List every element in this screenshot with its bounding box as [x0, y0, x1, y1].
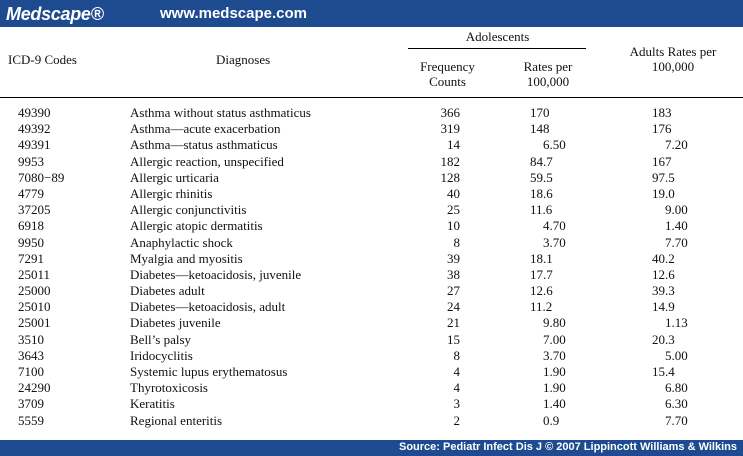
code-cell: 49391	[18, 137, 51, 153]
code-cell: 3709	[18, 396, 44, 412]
rate-cell: 9.80	[530, 315, 566, 331]
adult-rate-cell: 6.30	[652, 396, 688, 412]
code-cell: 4779	[18, 185, 44, 201]
col-header-adults: Adults Rates per 100,000	[629, 44, 717, 74]
diagnosis-cell: Diabetes—ketoacidosis, adult	[130, 299, 286, 315]
header-rule	[0, 97, 743, 98]
rate-cell: 59.5	[530, 169, 553, 185]
col-header-code: ICD-9 Codes	[8, 52, 77, 67]
frequency-cell: 4	[453, 364, 460, 379]
adult-rate-cell: 5.00	[652, 347, 688, 363]
adult-rate-cell: 176	[652, 121, 672, 137]
rate-cell: 7.00	[530, 331, 566, 347]
code-cell: 6918	[18, 218, 44, 234]
rate-cell: 3.70	[530, 347, 566, 363]
frequency-cell: 10	[447, 218, 460, 234]
col-header-diagnoses: Diagnoses	[216, 52, 271, 67]
frequency-cell: 27	[447, 283, 460, 299]
adult-rate-cell: 9.00	[652, 202, 688, 218]
rate-cell: 11.2	[530, 299, 553, 315]
table-row	[0, 170, 743, 186]
adult-rate-cell: 7.70	[652, 234, 688, 250]
rate-cell: 3.70	[530, 234, 566, 250]
frequency-cell: 2	[453, 412, 460, 428]
col-header-rates: Rates per 100,000	[523, 59, 573, 89]
diagnosis-cell: Asthma—status asthmaticus	[130, 137, 278, 153]
diagnosis-cell: Diabetes—ketoacidosis, juvenile	[130, 266, 302, 282]
diagnosis-cell: Allergic rhinitis	[130, 185, 213, 201]
table-row	[0, 202, 743, 218]
rate-cell: 84.7	[530, 153, 553, 169]
adult-rate-cell: 97.5	[652, 169, 675, 185]
adult-rate-cell: 183	[652, 105, 672, 120]
frequency-cell: 21	[447, 315, 460, 331]
table-row	[0, 283, 743, 299]
diagnosis-cell: Allergic reaction, unspecified	[130, 153, 284, 169]
diagnosis-cell: Asthma without status asthmaticus	[130, 105, 311, 120]
code-cell: 9950	[18, 234, 44, 250]
rate-cell: 12.6	[530, 283, 553, 299]
code-cell: 49390	[18, 105, 51, 120]
adult-rate-cell: 39.3	[652, 283, 675, 299]
frequency-cell: 182	[440, 153, 460, 169]
site-url[interactable]: www.medscape.com	[160, 5, 307, 22]
adult-rate-cell: 14.9	[652, 299, 675, 315]
table-row	[0, 299, 743, 315]
code-cell: 9953	[18, 153, 44, 169]
adult-rate-cell: 1.13	[652, 315, 688, 331]
table-row	[0, 413, 743, 429]
frequency-cell: 15	[447, 331, 460, 347]
diagnosis-cell: Anaphylactic shock	[130, 234, 233, 250]
diagnosis-cell: Myalgia and myositis	[130, 250, 243, 266]
frequency-cell: 8	[453, 347, 460, 363]
frequency-cell: 25	[447, 202, 460, 218]
rate-cell: 1.90	[530, 364, 566, 379]
adult-rate-cell: 40.2	[652, 250, 675, 266]
rate-cell: 4.70	[530, 218, 566, 234]
table-row	[0, 251, 743, 267]
rate-cell: 18.1	[530, 250, 553, 266]
table-row	[0, 154, 743, 170]
rate-cell: 1.90	[530, 380, 566, 396]
table-row	[0, 186, 743, 202]
code-cell: 7080−89	[18, 169, 65, 185]
frequency-cell: 3	[453, 396, 460, 412]
adult-rate-cell: 7.70	[652, 412, 688, 428]
table-row	[0, 137, 743, 153]
code-cell: 25001	[18, 315, 51, 331]
adult-rate-cell: 6.80	[652, 380, 688, 396]
table-row	[0, 315, 743, 331]
adult-rate-cell: 12.6	[652, 266, 675, 282]
col-header-frequency: Frequency Counts	[420, 59, 475, 89]
rate-cell: 17.7	[530, 266, 553, 282]
table-row	[0, 364, 743, 380]
frequency-cell: 366	[440, 105, 460, 120]
rate-cell: 6.50	[530, 137, 566, 153]
group-header-adolescents: Adolescents	[465, 29, 530, 44]
group-underline	[408, 48, 586, 49]
code-cell: 25000	[18, 283, 51, 299]
rate-cell: 148	[530, 121, 550, 137]
frequency-cell: 319	[440, 121, 460, 137]
code-cell: 24290	[18, 380, 51, 396]
rate-cell: 170	[530, 105, 550, 120]
source-footer	[0, 440, 743, 456]
code-cell: 25011	[18, 266, 51, 282]
table-row	[0, 380, 743, 396]
diagnosis-cell: Regional enteritis	[130, 412, 223, 428]
table-row	[0, 105, 743, 121]
code-cell: 3510	[18, 331, 44, 347]
diagnosis-cell: Allergic conjunctivitis	[130, 202, 247, 218]
code-cell: 7100	[18, 364, 44, 379]
diagnosis-cell: Diabetes juvenile	[130, 315, 221, 331]
source-text: Source: Pediatr Infect Dis J © 2007 Lippincott Williams & Wilkins	[399, 441, 737, 453]
medscape-logo[interactable]: Medscape®	[6, 4, 104, 24]
diagnosis-cell: Asthma—acute exacerbation	[130, 121, 281, 137]
code-cell: 3643	[18, 347, 44, 363]
diagnosis-cell: Iridocyclitis	[130, 347, 193, 363]
adult-rate-cell: 20.3	[652, 331, 675, 347]
code-cell: 49392	[18, 121, 51, 137]
table-row	[0, 218, 743, 234]
frequency-cell: 8	[453, 234, 460, 250]
table-row	[0, 235, 743, 251]
frequency-cell: 128	[440, 169, 460, 185]
table-row	[0, 121, 743, 137]
table-body	[0, 105, 743, 429]
table-row	[0, 348, 743, 364]
code-cell: 7291	[18, 250, 44, 266]
frequency-cell: 14	[447, 137, 460, 153]
table-row	[0, 267, 743, 283]
frequency-cell: 40	[447, 185, 460, 201]
diagnosis-cell: Thyrotoxicosis	[130, 380, 208, 396]
diagnosis-cell: Bell’s palsy	[130, 331, 192, 347]
adult-rate-cell: 15.4	[652, 364, 675, 379]
rate-cell: 1.40	[530, 396, 566, 412]
table-row	[0, 396, 743, 412]
code-cell: 37205	[18, 202, 51, 218]
adult-rate-cell: 7.20	[652, 137, 688, 153]
diagnosis-cell: Systemic lupus erythematosus	[130, 364, 288, 379]
rate-cell: 0.9	[530, 412, 560, 428]
rate-cell: 11.6	[530, 202, 553, 218]
diagnosis-cell: Allergic atopic dermatitis	[130, 218, 263, 234]
adult-rate-cell: 167	[652, 153, 672, 169]
adult-rate-cell: 19.0	[652, 185, 675, 201]
frequency-cell: 24	[447, 299, 460, 315]
diagnosis-cell: Allergic urticaria	[130, 169, 219, 185]
diagnosis-cell: Diabetes adult	[130, 283, 205, 299]
frequency-cell: 4	[453, 380, 460, 396]
code-cell: 25010	[18, 299, 51, 315]
diagnosis-cell: Keratitis	[130, 396, 175, 412]
frequency-cell: 39	[447, 250, 460, 266]
rate-cell: 18.6	[530, 185, 553, 201]
table-row	[0, 332, 743, 348]
top-banner	[0, 0, 743, 27]
code-cell: 5559	[18, 412, 44, 428]
adult-rate-cell: 1.40	[652, 218, 688, 234]
frequency-cell: 38	[447, 266, 460, 282]
